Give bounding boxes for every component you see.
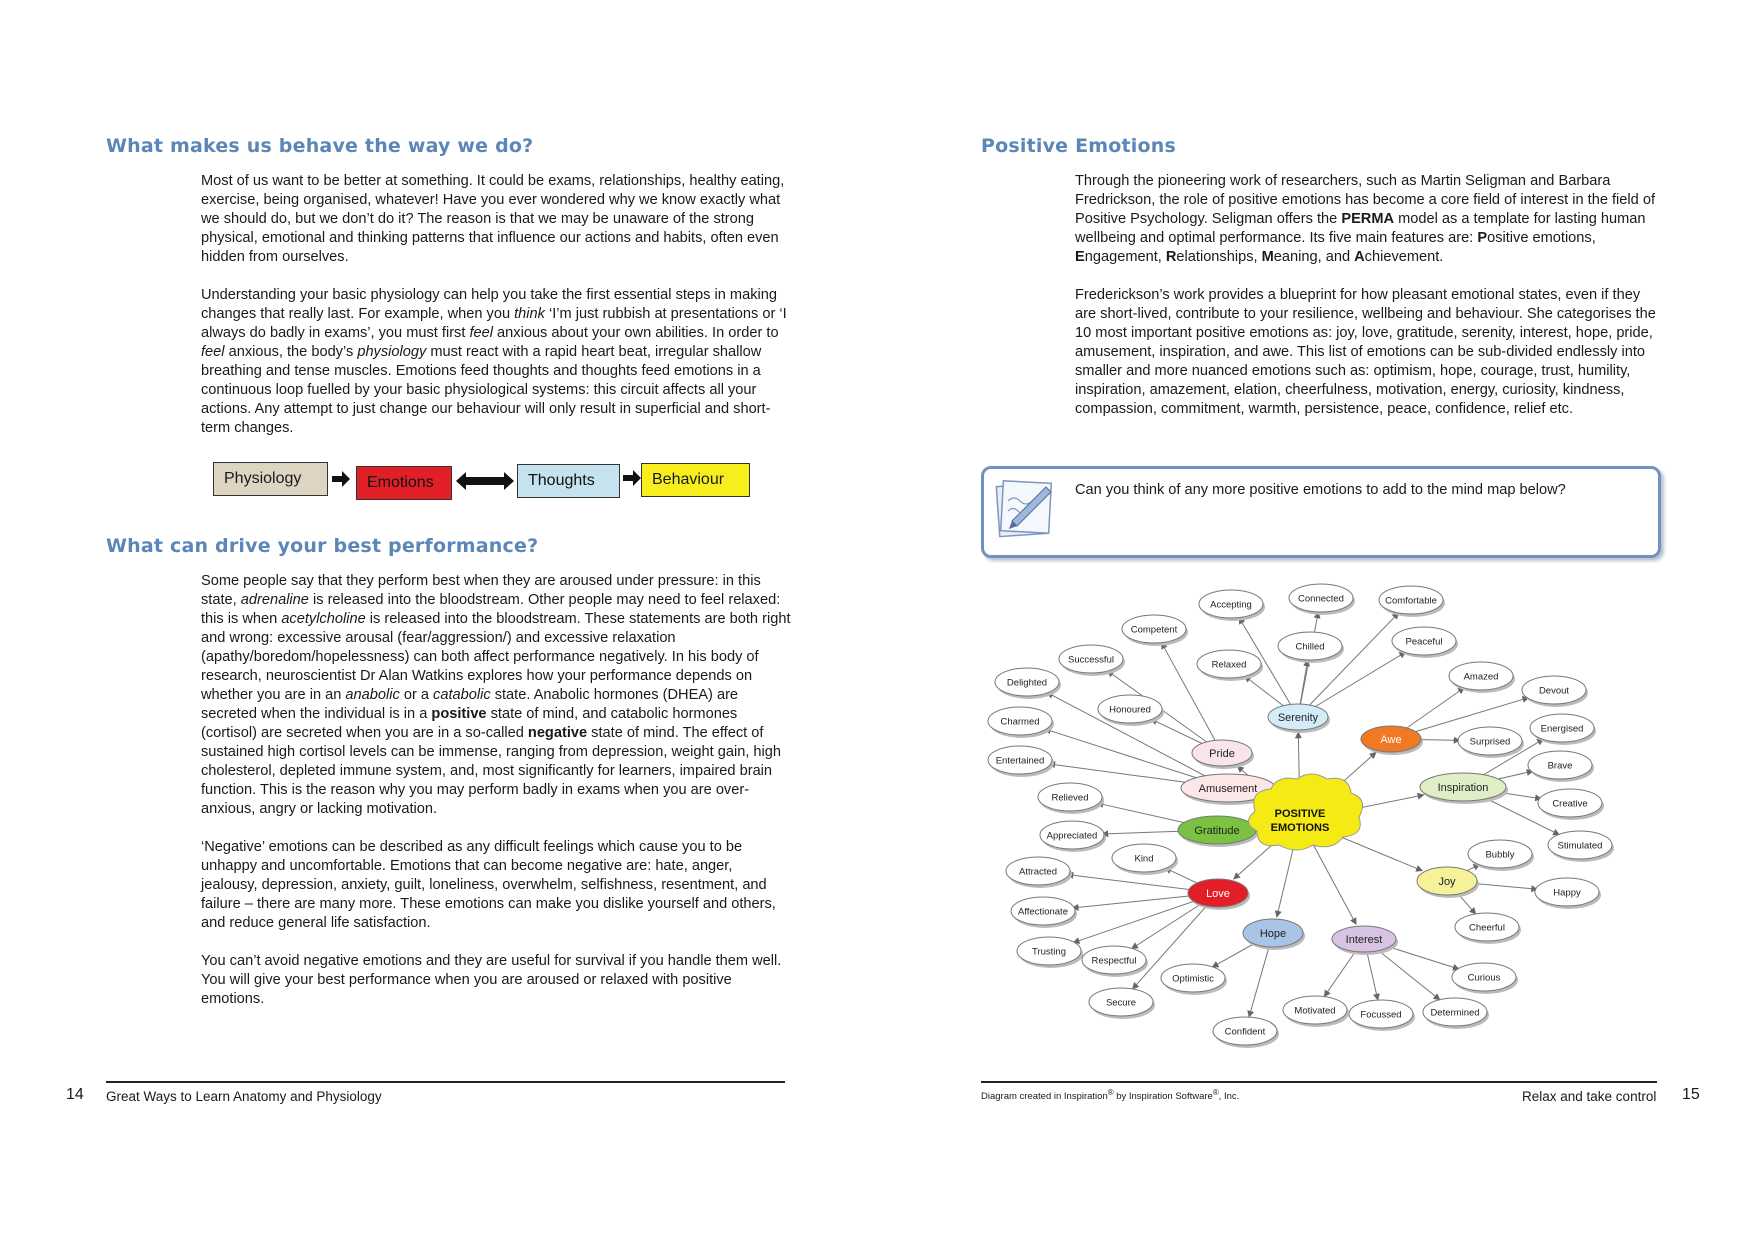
leaf-node-relieved-label: Relieved (1051, 792, 1089, 804)
emotion-node-gratitude-label: Gratitude (1194, 824, 1240, 837)
leaf-node-comfortable-label: Comfortable (1385, 595, 1437, 607)
leaf-node-energised-label: Energised (1540, 723, 1584, 735)
para-performance: Some people say that they perform best when they are aroused under pressure: in this state, adrenaline is released into the bloodstream. Other people may need to feel relaxed: this is when acetylcholine is released into the bloodstream. These statements are both right and wrong: excessive arousal (fear/aggression/) and excessive relaxation (apathy/boredom/hopelessness) can both affect performance negatively. In his body of research, neuroscientist Dr Alan Watkins explores how your performance depends on whether you are in an anabolic or a catabolic state. Anabolic hormones (DHEA) are secreted when the individual is in a positive state of mind, and catabolic hormones (cortisol) are secreted when you are in a so-called negative state of mind. The effect of sustained high cortisol levels can be immense, ranging from depression, weight gain, high cholesterol, depleted immune system, and, most significantly for learners, impaired brain function. This is the reason why you may perform badly in exams when you are over-anxious, angry or lacking motivation. (201, 573, 791, 817)
leaf-node-kind-label: Kind (1134, 853, 1154, 865)
leaf-node-cheerful-label: Cheerful (1469, 922, 1505, 934)
leaf-node-creative-label: Creative (1552, 798, 1588, 810)
leaf-node-optimistic-label: Optimistic (1172, 973, 1214, 985)
footer-rule (981, 1081, 1657, 1083)
flow-box-physiology: Physiology (213, 462, 328, 496)
leaf-node-curious-label: Curious (1467, 972, 1501, 984)
leaf-node-focussed-label: Focussed (1360, 1009, 1402, 1021)
emotion-node-interest-label: Interest (1345, 933, 1383, 946)
callout-question: Can you think of any more positive emotions to add to the mind map below? (1075, 482, 1566, 498)
leaf-node-relaxed-label: Relaxed (1211, 659, 1247, 671)
para-negative: ‘Negative’ emotions can be described as any difficult feelings which cause you to be unhappy and uncomfortable. Emotions that can become negative are: hate, anger, jealousy, depression, anxiety, guilt, loneliness, overwhelm, selfishness, resentment, and failure – there are many more. These emotions can make you dislike yourself and others, and reduce general life satisfaction. (201, 839, 776, 931)
leaf-node-happy-label: Happy (1553, 887, 1581, 899)
para-avoid: You can’t avoid negative emotions and they are useful for survival if you handle them well. You will give your best performance when you are aroused or relaxed with positive emotions. (201, 953, 782, 1007)
behaviour-flow-diagram (213, 461, 753, 501)
leaf-node-stimulated-label: Stimulated (1557, 840, 1603, 852)
emotion-node-pride-label: Pride (1209, 747, 1235, 760)
leaf-node-amazed-label: Amazed (1463, 671, 1499, 683)
flow-box-thoughts: Thoughts (517, 464, 620, 498)
leaf-node-trusting-label: Trusting (1032, 946, 1066, 958)
footer-rule (106, 1081, 785, 1083)
callout-box (981, 466, 1661, 558)
leaf-node-connected-label: Connected (1298, 593, 1344, 605)
notepad-pencil-icon (994, 477, 1056, 539)
emotion-node-amusement-label: Amusement (1198, 782, 1258, 795)
heading-positive-emotions: Positive Emotions (981, 135, 1176, 157)
footer-title-left: Great Ways to Learn Anatomy and Physiology (106, 1089, 382, 1104)
double-arrow-icon (456, 472, 514, 490)
leaf-node-accepting-label: Accepting (1210, 599, 1252, 611)
emotion-node-serenity-label: Serenity (1277, 711, 1319, 724)
right-text-block (1075, 172, 1665, 419)
leaf-node-secure-label: Secure (1105, 997, 1137, 1009)
right-page (878, 0, 1755, 1241)
arrow-right-icon (623, 470, 643, 486)
leaf-node-devout-label: Devout (1538, 685, 1570, 697)
emotion-node-joy-label: Joy (1438, 875, 1456, 888)
left-text-block-2 (201, 572, 791, 1009)
flow-box-behaviour: Behaviour (641, 463, 750, 497)
arrow-right-icon (332, 471, 352, 487)
page-number-left: 14 (66, 1086, 84, 1103)
positive-emotions-mind-map (980, 575, 1603, 1060)
center-node-label-2: EMOTIONS (1270, 822, 1330, 834)
heading-performance: What can drive your best performance? (106, 535, 539, 557)
emotion-node-inspiration-label: Inspiration (1437, 781, 1489, 794)
leaf-node-delighted-label: Delighted (1006, 677, 1048, 689)
para-perma: Through the pioneering work of researchers, such as Martin Seligman and Barbara Fredrickson, the role of positive emotions has become a core field of interest in the field of Positive Psychology. Seligman offers the PERMA model as a template for lasting human wellbeing and optimal performance. Its five main features are: Positive emotions, Engagement, Relationships, Meaning, and Achievement. (1075, 173, 1655, 265)
leaf-node-charmed-label: Charmed (1000, 716, 1040, 728)
leaf-node-chilled-label: Chilled (1295, 641, 1325, 653)
diagram-credit: Diagram created in Inspiration® by Inspiration Software®, Inc. (981, 1088, 1240, 1103)
leaf-node-appreciated-label: Appreciated (1046, 830, 1098, 842)
leaf-node-bubbly-label: Bubbly (1485, 849, 1515, 861)
leaf-node-surprised-label: Surprised (1469, 736, 1511, 748)
page-number-right: 15 (1682, 1086, 1700, 1103)
flow-box-emotions: Emotions (356, 466, 452, 500)
para-physiology: Understanding your basic physiology can help you take the first essential steps in making changes that really last. For example, when you think ‘I’m just rubbish at presentations or ‘I always do badly in exams’, you must first feel anxious about your own abilities. In order to feel anxious, the body’s physiology must react with a rapid heart beat, irregular shallow breathing and tense muscles. Emotions feed thoughts and thoughts feed emotions in a continuous loop fuelled by your basic physiological systems: this circuit affects all your actions. Any attempt to just change our behaviour will only result in superficial and short-term changes. (201, 287, 787, 436)
left-text-block-1 (201, 172, 791, 438)
leaf-node-peaceful-label: Peaceful (1405, 636, 1443, 648)
emotion-node-love-label: Love (1206, 887, 1230, 900)
para-frederickson: Frederickson’s work provides a blueprint for how pleasant emotional states, even if they are short-lived, contribute to your resilience, wellbeing and behaviour. She categorises the 10 most important positive emotions as: joy, love, gratitude, serenity, interest, hope, pride, amusement, inspiration, and awe. This list of emotions can be sub-divided endlessly into smaller and more nuanced emotions such as: optimism, hope, courage, trust, humility, inspiration, amazement, elation, cheerfulness, motivation, energy, curiosity, kindness, compassion, commitment, warmth, persistence, peace, confidence, relief etc. (1075, 287, 1656, 417)
leaf-node-motivated-label: Motivated (1294, 1005, 1336, 1017)
leaf-node-confident-label: Confident (1224, 1026, 1266, 1038)
leaf-node-attracted-label: Attracted (1018, 866, 1058, 878)
para-behave: Most of us want to be better at something. It could be exams, relationships, healthy eating, exercise, being organised, whatever! Have you ever wondered why we know exactly what we should do, but we don’t do it? The reason is that we may be unaware of the strong physical, emotional and thinking patterns that influence our actions and habits, often even hidden from ourselves. (201, 173, 785, 265)
heading-behave: What makes us behave the way we do? (106, 135, 534, 157)
leaf-node-affectionate-label: Affectionate (1017, 906, 1069, 918)
leaf-node-successful-label: Successful (1068, 654, 1114, 666)
emotion-node-awe-label: Awe (1380, 733, 1402, 746)
leaf-node-competent-label: Competent (1130, 624, 1178, 636)
footer-title-right: Relax and take control (1522, 1089, 1657, 1104)
emotion-node-hope-label: Hope (1259, 927, 1287, 940)
center-node-label-1: POSITIVE (1274, 808, 1326, 820)
leaf-node-entertained-label: Entertained (995, 755, 1045, 767)
leaf-node-brave-label: Brave (1547, 760, 1573, 772)
leaf-node-determined-label: Determined (1430, 1007, 1480, 1019)
leaf-node-honoured-label: Honoured (1109, 704, 1151, 716)
leaf-node-respectful-label: Respectful (1091, 955, 1137, 967)
